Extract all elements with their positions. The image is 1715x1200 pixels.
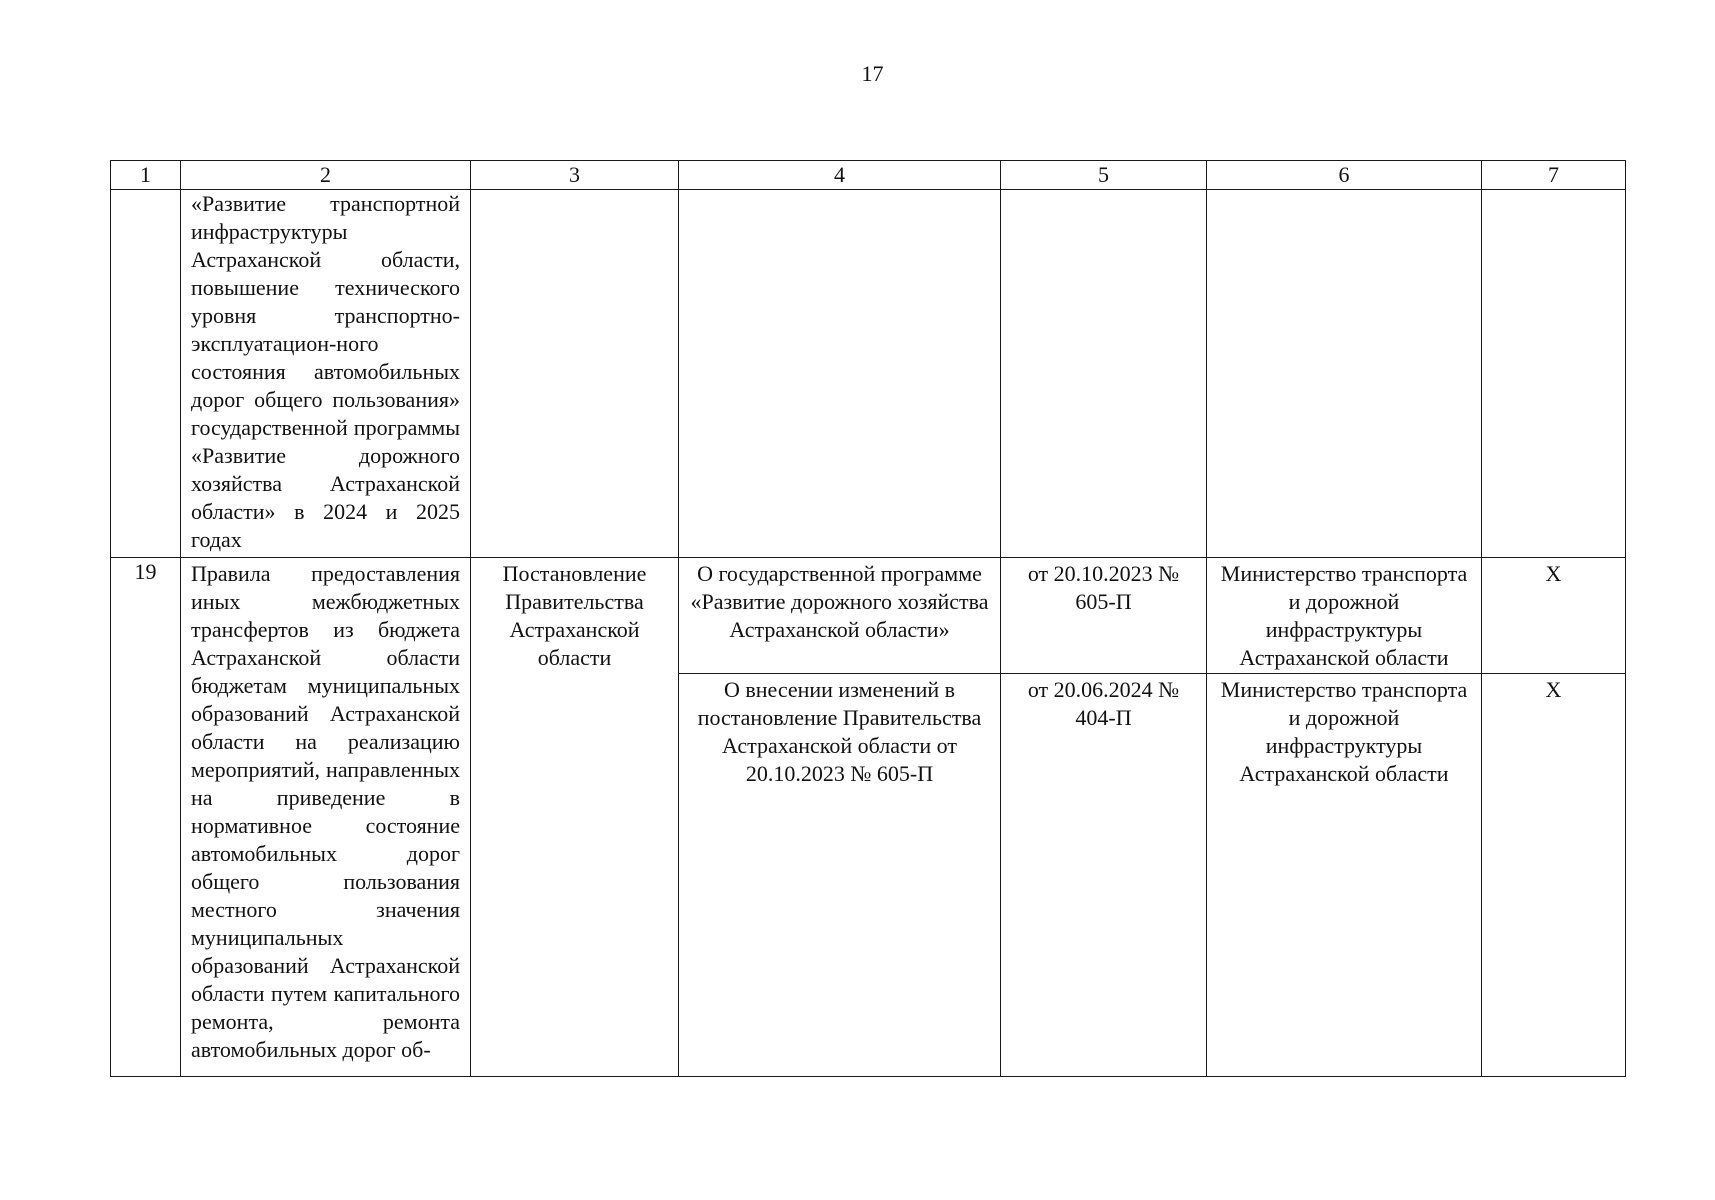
continuation-act-name: «Развитие транспортной инфраструктуры Астраханской области, повышение технического уровня транспортно-эксплуатацион-ного состояния автомобильных дорог общего пользования» государственной программы «Развитие дорожного хозяйства Астраханской области» в 2024 и 2025 годах [181,190,471,558]
act-date-1: от 20.10.2023 № 605-П [1001,558,1207,674]
column-header-5: 5 [1001,161,1207,190]
table-row-19a [111,558,1626,674]
continuation-act-author [1207,190,1482,558]
continuation-note [1482,190,1626,558]
continuation-act-type [471,190,679,558]
row-number: 19 [111,558,181,1077]
act-note-2: Х [1482,674,1626,1077]
column-header-3: 3 [471,161,679,190]
continuation-number-cell [111,190,181,558]
act-title-2: О внесении изменений в постановление Правительства Астраханской области от 20.10.2023 № 605-П [679,674,1001,1077]
header-row [111,161,1626,190]
act-name: Правила предоставления иных межбюджетных трансфертов из бюджета Астраханской области бюджетам муниципальных образований Астраханской области на реализацию мероприятий, направленных на приведение в нормативное состояние автомобильных дорог общего пользования местного значения муниципальных образований Астраханской области путем капитального ремонта, ремонта автомобильных дорог об- [181,558,471,1077]
act-date-2: от 20.06.2024 № 404-П [1001,674,1207,1077]
continuation-act-date [1001,190,1207,558]
act-type: Постановление Правительства Астраханской области [471,558,679,1077]
table-row-continuation [111,190,1626,558]
continuation-act-title [679,190,1001,558]
column-header-7: 7 [1482,161,1626,190]
legal-acts-table [110,160,1626,1077]
column-header-2: 2 [181,161,471,190]
column-header-6: 6 [1207,161,1482,190]
act-title-1: О государственной программе «Развитие дорожного хозяйства Астраханской области» [679,558,1001,674]
column-header-4: 4 [679,161,1001,190]
act-author-2: Министерство транспорта и дорожной инфраструктуры Астраханской области [1207,674,1482,1077]
page-number: 17 [861,61,884,86]
act-author-1: Министерство транспорта и дорожной инфраструктуры Астраханской области [1207,558,1482,674]
column-header-1: 1 [111,161,181,190]
act-note-1: Х [1482,558,1626,674]
